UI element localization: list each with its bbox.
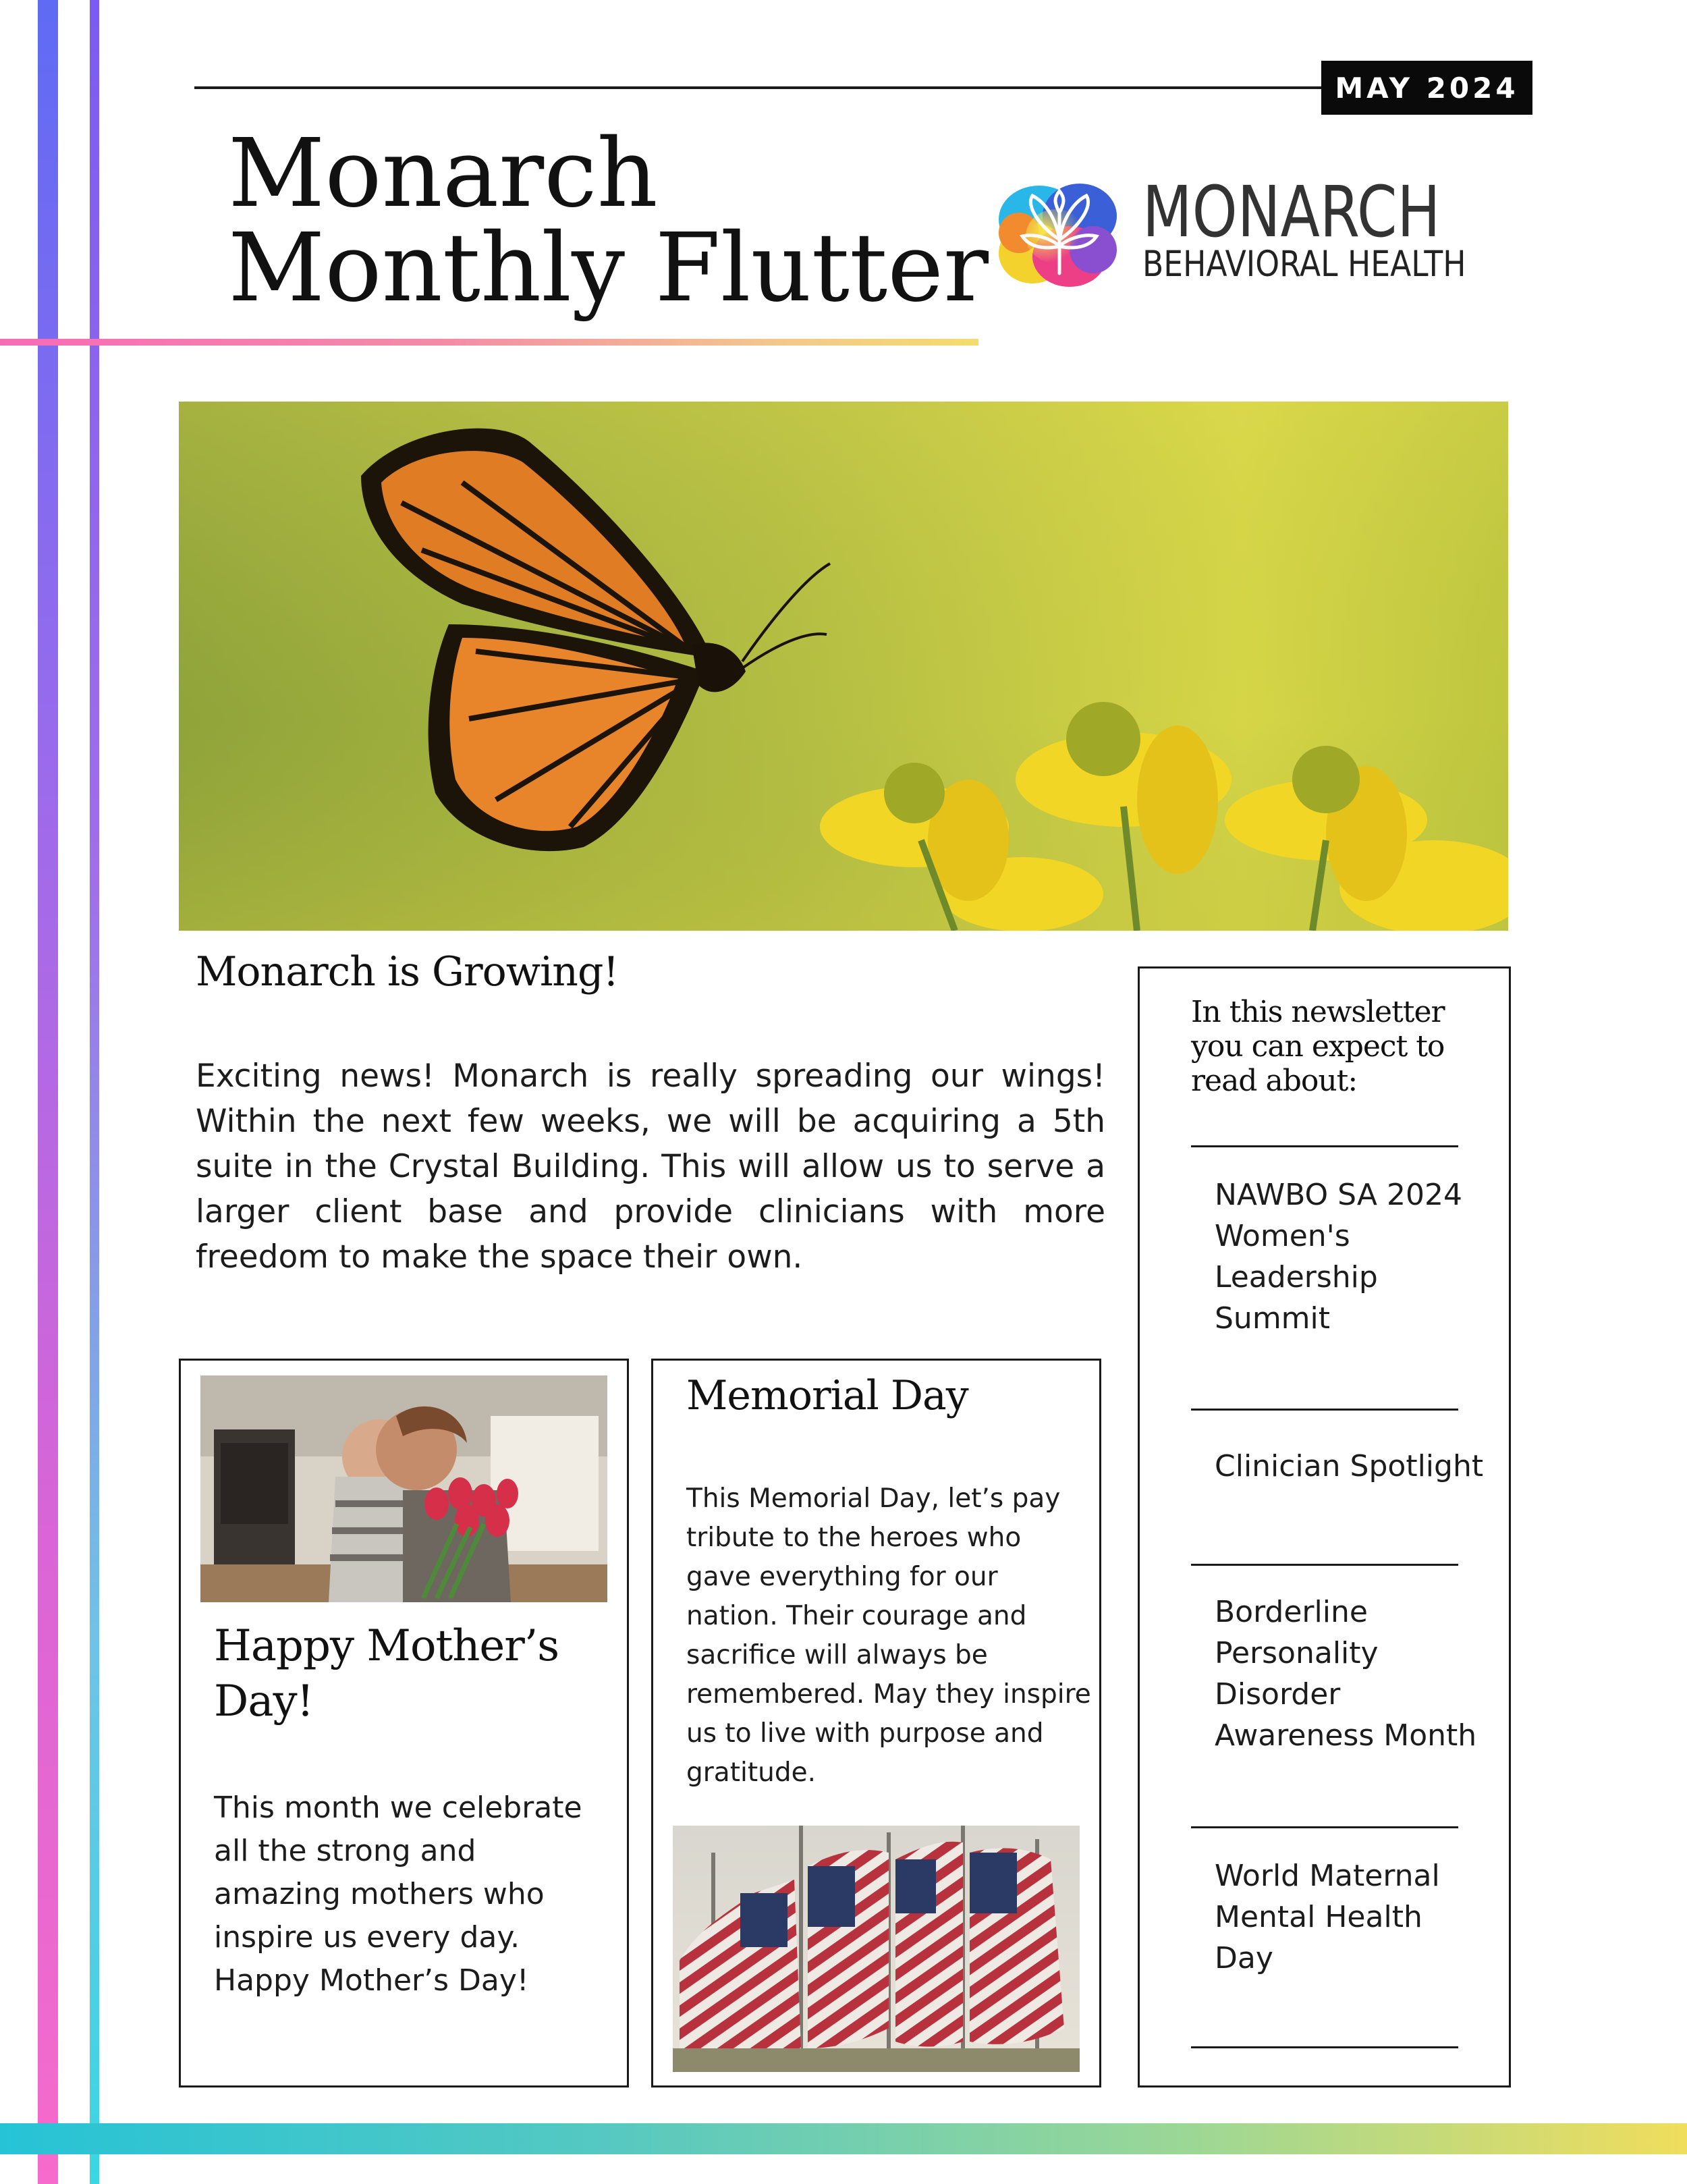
mothers-day-heading-line-2: Day! (214, 1676, 314, 1726)
memorial-day-body: This Memorial Day, let’s pay tribute to the heroes who gave everything for our nation. Their courage and sacrifice will always be remembered. May they inspire us to live with purpose and gratitude. (686, 1483, 1091, 1788)
mothers-day-heading-line-1: Happy Mother’s (214, 1621, 559, 1671)
logo-wordmark: MONARCH (1142, 171, 1441, 253)
growing-body: Exciting news! Monarch is really spreading our wings! Within the next few weeks, we will be acquiring a 5th suite in the Crystal Building. This will allow us to serve a larger client base and provide clinicians with more freedom to make the space their own. (196, 1058, 1105, 1276)
contents-heading: In this newsletter you can expect to read about: (1191, 995, 1445, 1098)
contents-item-maternal-mental-health: World Maternal Mental Health Day (1215, 1859, 1440, 1975)
contents-item-nawbo: NAWBO SA 2024 Women's Leadership Summit (1215, 1178, 1462, 1336)
american-flags-photo (673, 1826, 1080, 2072)
title-underline-gradient (0, 339, 978, 346)
left-thin-gradient-bar (90, 0, 99, 2184)
butterfly-logo-icon (992, 172, 1127, 294)
left-gradient-bar (38, 0, 58, 2184)
contents-divider (1191, 1564, 1458, 1566)
contents-item-bpd-awareness: Borderline Personality Disorder Awareness Month (1215, 1595, 1477, 1753)
memorial-day-heading: Memorial Day (686, 1372, 968, 1419)
monarch-butterfly-photo (179, 402, 1508, 931)
contents-divider (1191, 1826, 1458, 1828)
contents-divider (1191, 2046, 1458, 2048)
contents-divider (1191, 1409, 1458, 1411)
header-rule (194, 86, 1342, 89)
mother-child-photo (200, 1375, 607, 1602)
newsletter-title (228, 119, 1004, 323)
growing-heading: Monarch is Growing! (196, 948, 619, 995)
logo-subtitle: BEHAVIORAL HEALTH (1142, 244, 1466, 285)
contents-item-clinician-spotlight: Clinician Spotlight (1215, 1449, 1484, 1483)
contents-divider (1191, 1145, 1458, 1147)
mothers-day-body: This month we celebrate all the strong and amazing mothers who inspire us every day. Happy Mother’s Day! (214, 1791, 582, 1998)
title-line-1: Monarch (228, 119, 658, 229)
footer-gradient-bar (0, 2123, 1687, 2154)
mothers-day-heading (214, 1618, 592, 1729)
title-line-2: Monthly Flutter (228, 213, 989, 323)
issue-date-badge: MAY 2024 (1321, 61, 1532, 115)
